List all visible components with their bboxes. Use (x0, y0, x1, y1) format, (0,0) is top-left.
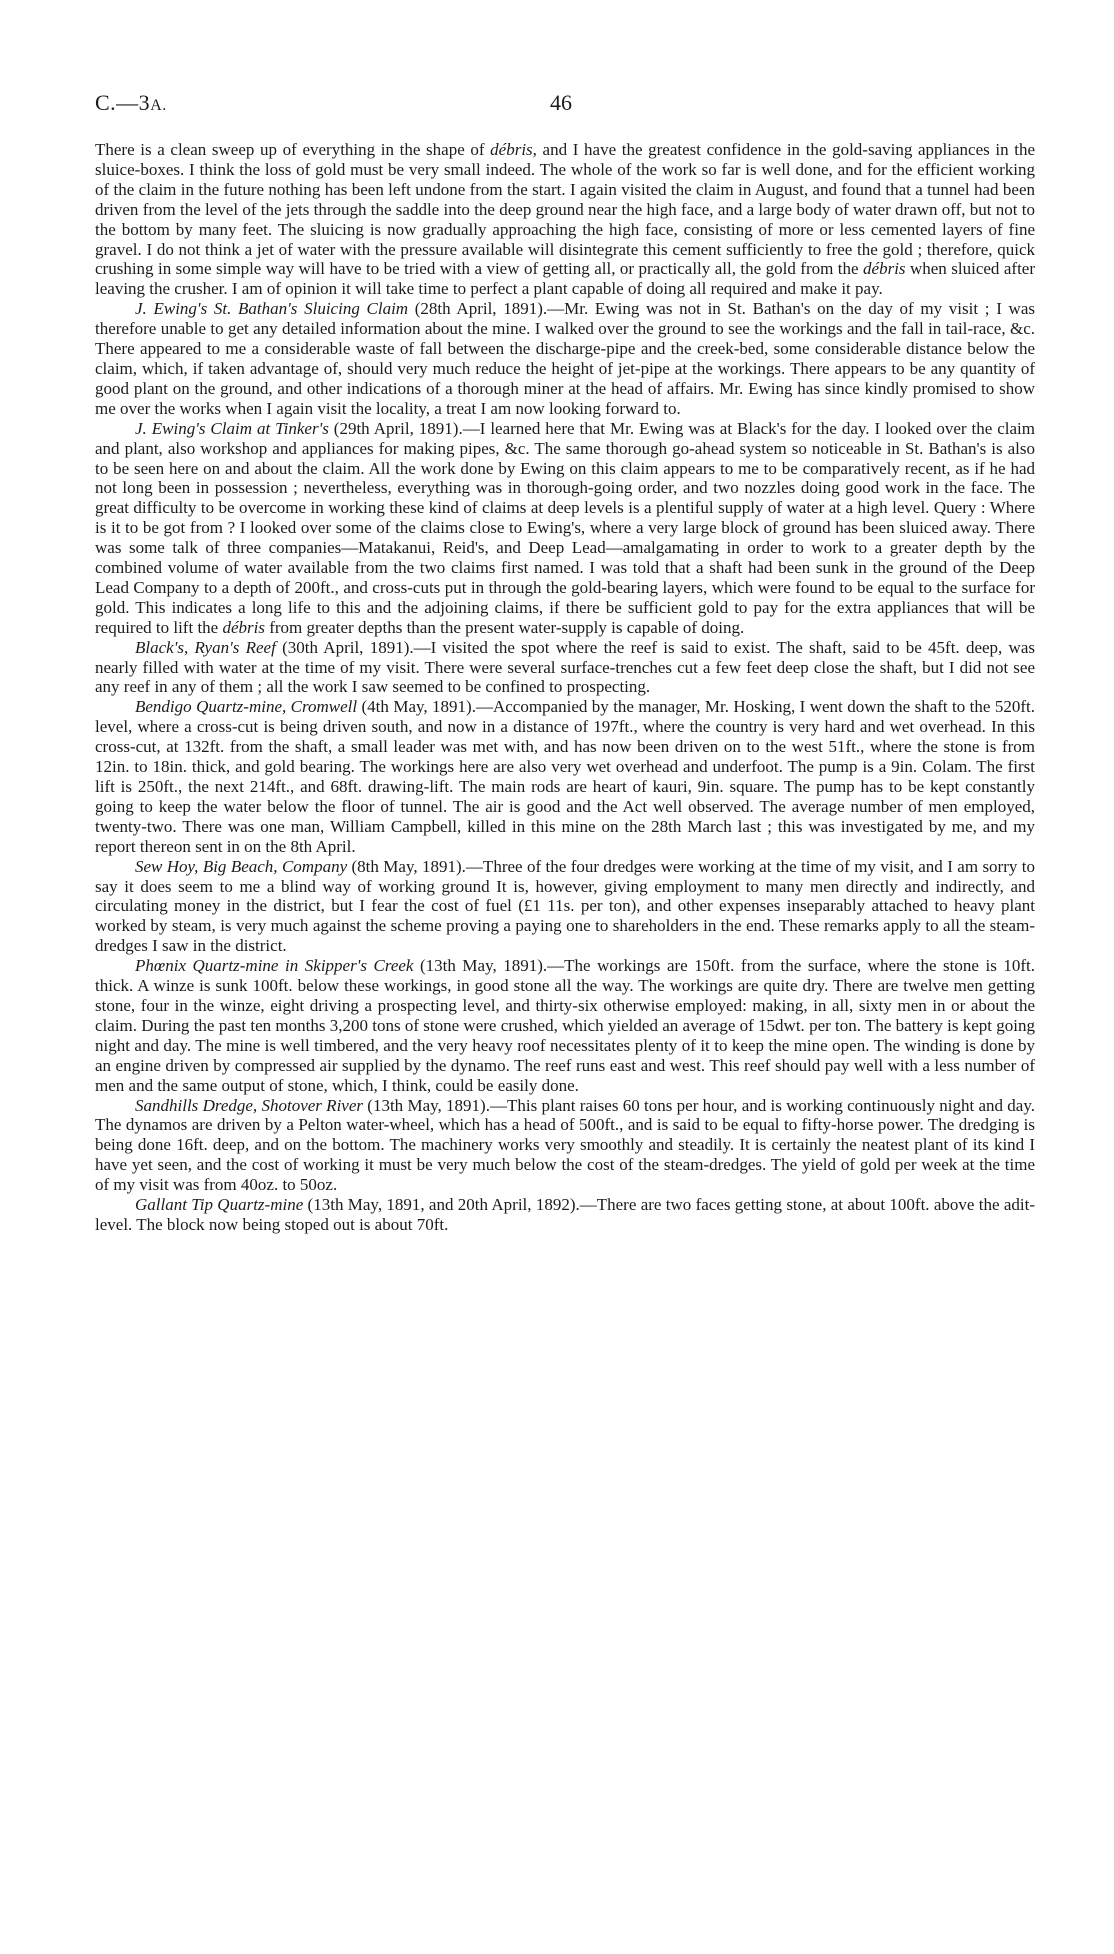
paragraph-text: from greater depths than the present water-supply is capable of doing. (264, 617, 745, 637)
italic-text: débris (490, 140, 533, 159)
italic-text: J. Ewing's Claim at Tinker's (135, 418, 329, 438)
paragraph (95, 956, 1035, 1095)
paragraph (95, 1195, 1035, 1235)
italic-text: Bendigo Quartz-mine, Cromwell (135, 697, 358, 717)
paragraph-text: (4th May, 1891).—Accompanied by the manager, Mr. Hosking, I went down the shaft to the 520ft. level, where a cross-cut is being driven south, and now in a distance of 197ft., where the country is very hard and wet overhead. In this cross-cut, at 132ft. from the shaft, a small leader was met with, and has now been driven on to the west 51ft., where the stone is from 12in. to 18in. thick, and gold bearing. The workings here are also very wet overhead and underfoot. The pump is a 9in. Colam. The first lift is 250ft., the next 214ft., and 68ft. drawing-lift. The main rods are heart of kauri, 9in. square. The pump has to be kept constantly going to keep the water below the floor of tunnel. The air is good and the Act well observed. The average number of men employed, twenty-two. There was one man, William Campbell, killed in this mine on the 28th March last ; this was investigated by me, and my report thereon sent in on the 8th April. (95, 697, 1035, 856)
paragraph (95, 299, 1035, 418)
paragraph-text: (8th May, 1891).—Three of the four dredges were working at the time of my visit, and I am sorry to say it does seem to me a blind way of working ground It is, however, giving employment to many men directly and indirectly, and circulating money in the district, but I fear the cost of fuel (£1 11s. per ton), and other expenses inseparably attached to heavy plant worked by steam, is very much against the scheme proving a paying one to shareholders in the end. These remarks apply to all the steam-dredges I saw in the district. (95, 856, 1036, 956)
paragraph (95, 419, 1035, 638)
italic-text: débris (863, 259, 906, 279)
paragraph (95, 857, 1035, 957)
paragraph-text: (28th April, 1891).—Mr. Ewing was not in St. Bathan's on the day of my visit ; I was therefore unable to get any detailed information about the mine. I walked over the ground to see the workings and the fall in tail-race, &c. There appeared to me a considerable waste of fall between the discharge-pipe and the creek-bed, some considerable distance below the claim, which, if taken advantage of, should very much reduce the height of jet-pipe at the workings. There appears to be any quantity of good plant on the ground, and other indications of a thorough miner at the head of affairs. Mr. Ewing has since kindly promised to show me over the works when I again visit the locality, a treat I am now looking forward to. (95, 299, 1035, 418)
italic-text: Sew Hoy, Big Beach, Company (135, 856, 348, 876)
paragraph (95, 140, 1035, 299)
paragraph-text: There is a clean sweep up of everything in the shape of (95, 140, 491, 159)
page-header (95, 90, 1035, 130)
reference-main: C.—3 (95, 90, 151, 115)
page-number: 46 (550, 90, 572, 115)
paragraph-text: when sluiced after leaving the crusher. I am of opinion it will take time to perfect a plant capable of doing all required and make it pay. (95, 259, 1035, 299)
paragraph-text: (30th April, 1891).—I visited the spot where the reef is said to exist. The shaft, said to be 45ft. deep, was nearly filled with water at the time of my visit. There were several surface-trenches cut a few feet deep close the shaft, but I did not see any reef in any of them ; all the work I saw seemed to be confined to prospecting. (95, 637, 1035, 697)
document-reference (95, 90, 167, 116)
italic-text: J. Ewing's St. Bathan's Sluicing Claim (135, 299, 409, 319)
italic-text: débris (222, 617, 265, 637)
paragraph (95, 1096, 1035, 1196)
body-text (95, 140, 1035, 1235)
document-page (95, 90, 1035, 1235)
italic-text: Sandhills Dredge, Shotover River (135, 1095, 363, 1115)
italic-text: Gallant Tip Quartz-mine (135, 1195, 304, 1215)
italic-text: Black's, Ryan's Reef (135, 637, 276, 657)
paragraph-text: (13th May, 1891).—This plant raises 60 tons per hour, and is working continuously night and day. The dynamos are driven by a Pelton water-wheel, which has a head of 500ft., and is said to be equal to fifty-horse power. The dredging is being done 16ft. deep, and on the bottom. The machinery works very smoothly and steadily. It is certainly the neatest plant of its kind I have yet seen, and the cost of working it must be very much below the cost of the steam-dredges. The yield of gold per week at the time of my visit was from 40oz. to 50oz. (95, 1095, 1035, 1195)
paragraph-text: (13th May, 1891, and 20th April, 1892).—There are two faces getting stone, at about 100ft. above the adit-level. The block now being stoped out is about 70ft. (95, 1195, 1035, 1234)
paragraph (95, 638, 1035, 698)
paragraph-text: , and I have the greatest confidence in the gold-saving appliances in the sluice-boxes. I think the loss of gold must be very small indeed. The whole of the work so far is well done, and for the efficient working of the claim in the future nothing has been left undone from the start. I again visited the claim in August, and found that a tunnel had been driven from the level of the jets through the saddle into the deep ground near the high face, and a large body of water drawn off, but not to the bottom by many feet. The sluicing is now gradually approaching the high face, consisting of more or less cemented layers of fine gravel. I do not think a jet of water with the pressure available will disintegrate this cement sufficiently to free the gold ; therefore, quick crushing in some simple way will have to be tried with a view of getting all, or practically all, the gold from the (95, 140, 1035, 279)
italic-text: Phœnix Quartz-mine in Skipper's Creek (135, 956, 414, 976)
reference-suffix: A. (150, 97, 167, 114)
paragraph-text: (13th May, 1891).—The workings are 150ft. from the surface, where the stone is 10ft. thick. A winze is sunk 100ft. below these workings, in good stone all the way. The workings are quite dry. There are twelve men getting stone, four in the winze, eight driving a prospecting level, and thirty-six otherwise employed: making, in all, sixty men in or about the claim. During the past ten months 3,200 tons of stone were crushed, which yielded an average of 15dwt. per ton. The battery is kept going night and day. The mine is well timbered, and the very heavy roof necessitates plenty of it to keep the mine open. The winding is done by an engine driven by compressed air supplied by the dynamo. The reef runs east and west. This reef should pay well with a less number of men and the same output of stone, which, I think, could be easily done. (95, 956, 1035, 1095)
paragraph-text: (29th April, 1891).—I learned here that Mr. Ewing was at Black's for the day. I looked over the claim and plant, also workshop and appliances for making pipes, &c. The same thorough go-ahead system so noticeable in St. Bathan's is also to be seen here on and about the claim. All the work done by Ewing on this claim appears to me to be comparatively recent, as if he had not long been in possession ; nevertheless, everything was in thorough-going order, and two nozzles doing good work in the face. The great difficulty to be overcome in working these kind of claims at deep levels is a plentiful supply of water at a high level. Query : Where is it to be got from ? I looked over some of the claims close to Ewing's, where a very large block of ground has been sluiced away. There was some talk of three companies—Matakanui, Reid's, and Deep Lead—amalgamating in order to work to a greater depth by the combined volume of water available from the two claims first named. I was told that a shaft had been sunk in the ground of the Deep Lead Company to a depth of 200ft., and cross-cuts put in through the gold-bearing layers, which were found to be equal to the surface for gold. This indicates a long life to this and the adjoining claims, if there be sufficient gold to pay for the extra appliances that will be required to lift the (95, 418, 1035, 637)
paragraph (95, 697, 1035, 856)
